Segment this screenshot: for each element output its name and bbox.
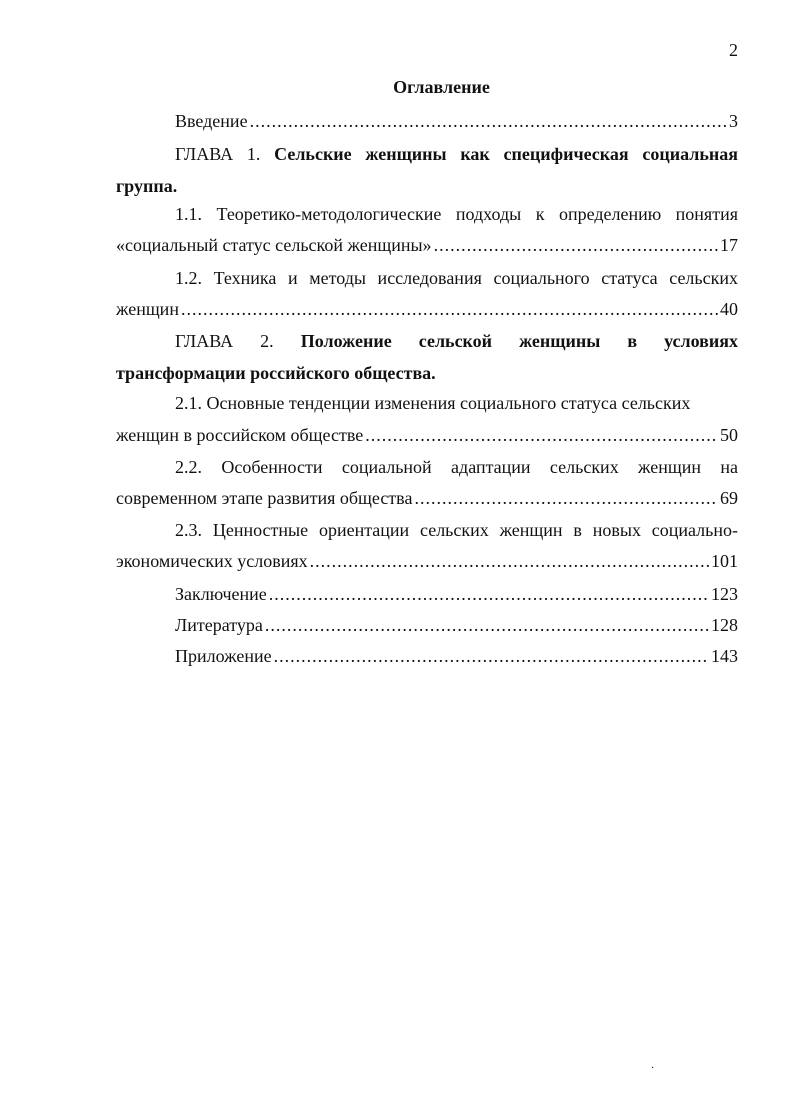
toc-entry-conclusion[interactable] — [175, 583, 738, 605]
section-title: 2.1. Основные тенденции изменения социального статуса сельских — [175, 393, 691, 413]
toc-page: 101 — [711, 551, 738, 571]
dot-leader — [414, 487, 718, 509]
section-title-cont: экономических условиях — [116, 551, 308, 571]
toc-page: 128 — [711, 615, 738, 635]
toc-label: Литература — [175, 615, 263, 635]
toc-entry-appendix[interactable] — [175, 645, 738, 667]
toc-entry-intro[interactable] — [175, 110, 738, 132]
dot-leader — [250, 110, 727, 132]
toc-label: Приложение — [175, 646, 272, 666]
toc-label: Заключение — [175, 584, 267, 604]
toc-chapter-1-cont — [116, 175, 738, 197]
section-title: 1.1. Теоретико-методологические подходы к определению понятия — [175, 204, 738, 224]
chapter-prefix: ГЛАВА 1. — [175, 144, 261, 164]
toc-page: 3 — [729, 111, 738, 131]
toc-page: 17 — [720, 235, 738, 255]
toc-page: 50 — [720, 425, 738, 445]
section-title: 2.3. Ценностные ориентации сельских женщин в новых социально- — [175, 520, 738, 540]
toc-section-2-2[interactable] — [175, 456, 738, 478]
section-title-cont: «социальный статус сельской женщины» — [116, 235, 432, 255]
toc-chapter-2-cont — [116, 362, 738, 384]
section-title: 1.2. Техника и методы исследования социального статуса сельских — [175, 268, 738, 288]
toc-chapter-1[interactable] — [175, 143, 738, 165]
toc-section-1-2-cont[interactable] — [116, 298, 738, 320]
toc-page: 69 — [720, 488, 738, 508]
toc-section-2-1-cont[interactable] — [116, 424, 738, 446]
page-number: 2 — [729, 40, 738, 60]
chapter-title: Сельские женщины как специфическая социальная — [274, 144, 738, 164]
toc-page: 40 — [720, 299, 738, 319]
toc-page: 143 — [711, 646, 738, 666]
dot-leader — [181, 298, 718, 320]
toc-section-1-2[interactable] — [175, 267, 738, 289]
chapter-title: Положение сельской женщины в условиях — [300, 331, 739, 351]
dot-leader — [365, 424, 718, 446]
section-title-cont: женщин — [116, 299, 179, 319]
section-title-cont: современном этапе развития общества — [116, 488, 413, 508]
toc-section-2-1[interactable] — [175, 392, 690, 414]
toc-entry-literature[interactable] — [175, 614, 738, 636]
toc-page: 123 — [711, 584, 738, 604]
dot-leader — [434, 234, 718, 256]
dot-leader — [274, 645, 709, 667]
toc-section-2-2-cont[interactable] — [116, 487, 738, 509]
chapter-title-cont: группа. — [116, 176, 178, 196]
dot-leader — [265, 614, 709, 636]
toc-label: Введение — [175, 111, 248, 131]
scan-speck: · — [651, 1063, 655, 1074]
chapter-prefix: ГЛАВА 2. — [175, 331, 274, 351]
dot-leader — [269, 583, 709, 605]
toc-section-2-3[interactable] — [175, 519, 738, 541]
chapter-title-cont: трансформации российского общества. — [116, 363, 436, 383]
toc-section-2-3-cont[interactable] — [116, 550, 738, 572]
toc-title: Оглавление — [393, 77, 490, 97]
toc-section-1-1-cont[interactable] — [116, 234, 738, 256]
toc-section-1-1[interactable] — [175, 203, 738, 225]
section-title: 2.2. Особенности социальной адаптации сельских женщин на — [175, 457, 738, 477]
dot-leader — [310, 550, 709, 572]
toc-chapter-2[interactable] — [175, 330, 738, 352]
section-title-cont: женщин в российском обществе — [116, 425, 364, 445]
